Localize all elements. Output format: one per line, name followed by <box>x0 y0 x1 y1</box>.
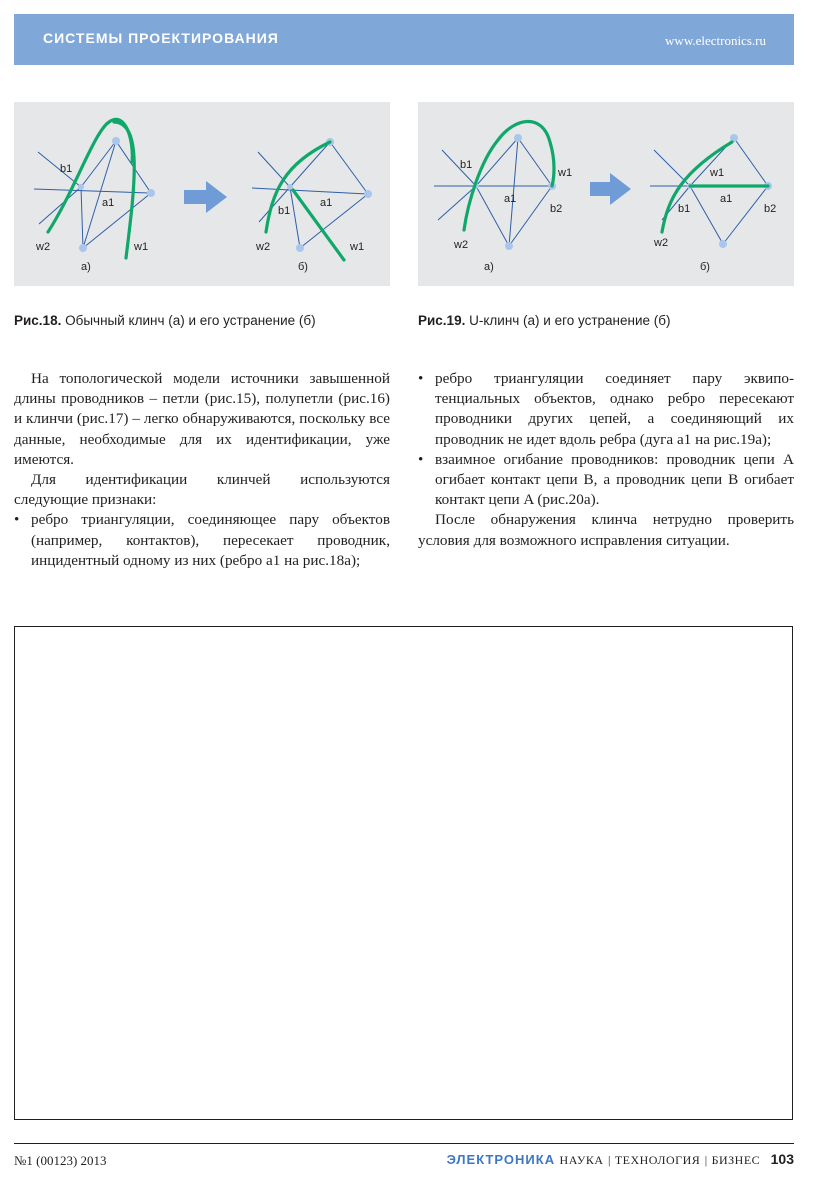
bullet-icon: • <box>418 450 424 468</box>
footer-separator: | <box>607 1153 611 1167</box>
bullet-item-3 <box>418 450 794 511</box>
fig19b-label-b2: b2 <box>764 203 777 215</box>
fig18b-label-w1: w1 <box>350 241 365 253</box>
paragraph-3: После обнаружения клинча нетрудно проверить условия для возможного исправления ситуации. <box>418 511 794 549</box>
bullet-item-1-text: ребро триангуляции, соединяющее пару объектов (например, контактов), пересекает проводник, инцидентный одному из них (ребро a1 на рис.18а); <box>31 511 390 569</box>
paragraph-1: На топологической модели источники завышенной длины проводников – петли (рис.15), полупетли (рис.16) и клинчи (рис.17) – легко обнаруживаются, поскольку все данные, необходимые для их идентификации, уже имеются. <box>14 370 390 468</box>
fig19b-label-w2: w2 <box>654 237 669 249</box>
figure-19-diagram <box>418 102 794 286</box>
footer-tag-technology: ТЕХНОЛОГИЯ <box>614 1153 701 1167</box>
bullet-item-3-text: взаимное огибание проводников: проводник цепи A огибает контакт цепи B, а проводник цепи B огибает контакт цепи A (рис.20а). <box>435 450 794 509</box>
footer-tag-science: НАУКА <box>559 1153 604 1167</box>
page-number: 103 <box>770 1151 794 1167</box>
fig19-sub-b: б) <box>700 261 710 273</box>
bullet-item-2-text: ребро триангуляции соединяет пару эквипотенциальных объектов, однако ребро пересекают проводники других цепей, а соединяющий их проводник не идет вдоль ребра (дуга a1 на рис.19а); <box>435 370 794 448</box>
paragraph-2: Для идентификации клинчей используются следующие признаки: <box>14 471 390 509</box>
fig18a-label-w2: w2 <box>36 241 51 253</box>
fig19b-label-b1: b1 <box>678 203 691 215</box>
fig18a-label-w1: w1 <box>134 241 149 253</box>
figure-19-caption-text: U-клинч (а) и его устранение (б) <box>465 313 671 328</box>
fig18b-label-a1: a1 <box>320 197 333 209</box>
fig19a-wires <box>464 121 554 230</box>
figure-18-caption-label: Рис.18. <box>14 313 62 328</box>
fig18a-wires <box>48 119 134 258</box>
fig19b-label-w1: w1 <box>710 167 725 179</box>
fig19b-nodes <box>687 134 772 248</box>
fig18b-edges <box>252 142 368 248</box>
fig19-transform-arrow-icon <box>590 173 631 205</box>
footer-separator: | <box>704 1153 708 1167</box>
fig18b-nodes <box>287 138 372 252</box>
fig19a-label-b2: b2 <box>550 203 563 215</box>
figure-19-caption-label: Рис.19. <box>418 313 466 328</box>
bullet-item-2 <box>418 369 794 450</box>
fig18-transform-arrow-icon <box>184 181 227 213</box>
fig19a-label-w2: w2 <box>454 239 469 251</box>
section-header-bar <box>14 14 794 65</box>
figure-18-caption-text: Обычный клинч (а) и его устранение (б) <box>61 313 316 328</box>
bullet-item-1 <box>14 510 390 571</box>
fig19b-wires <box>662 142 768 232</box>
footer-masthead <box>447 1151 794 1169</box>
empty-content-frame <box>14 626 793 1120</box>
fig18-sub-b: б) <box>298 261 308 273</box>
section-title: СИСТЕМЫ ПРОЕКТИРОВАНИЯ <box>43 30 279 46</box>
footer-brand: ЭЛЕКТРОНИКА <box>446 1152 556 1167</box>
fig19-sub-a: а) <box>484 261 494 273</box>
figure-18-diagram <box>14 102 390 286</box>
fig18b-label-w2: w2 <box>256 241 271 253</box>
figure-18 <box>14 102 390 286</box>
fig19a-label-a1: a1 <box>504 193 517 205</box>
fig18-sub-a: а) <box>81 261 91 273</box>
bullet-icon: • <box>418 370 424 387</box>
figure-18-caption <box>14 313 316 328</box>
footer-issue-number: №1 (00123) 2013 <box>14 1153 107 1168</box>
fig19b-edges <box>650 138 768 244</box>
bullet-icon: • <box>14 511 20 529</box>
footer-divider <box>14 1143 794 1144</box>
fig19a-edges <box>434 138 552 246</box>
left-text-column <box>14 369 390 571</box>
site-url[interactable]: www.electronics.ru <box>665 33 766 48</box>
fig19a-nodes <box>473 134 556 250</box>
figure-19 <box>418 102 794 286</box>
right-text-column <box>418 369 794 551</box>
fig19a-label-w1: w1 <box>558 167 573 179</box>
fig18a-label-a1: a1 <box>102 197 115 209</box>
fig19b-label-a1: a1 <box>720 193 733 205</box>
fig18b-label-b1: b1 <box>278 205 291 217</box>
fig19a-label-b1: b1 <box>460 159 473 171</box>
fig18a-label-b1: b1 <box>60 163 73 175</box>
figure-19-caption <box>418 313 670 328</box>
footer-tag-business: БИЗНЕС <box>711 1153 761 1167</box>
